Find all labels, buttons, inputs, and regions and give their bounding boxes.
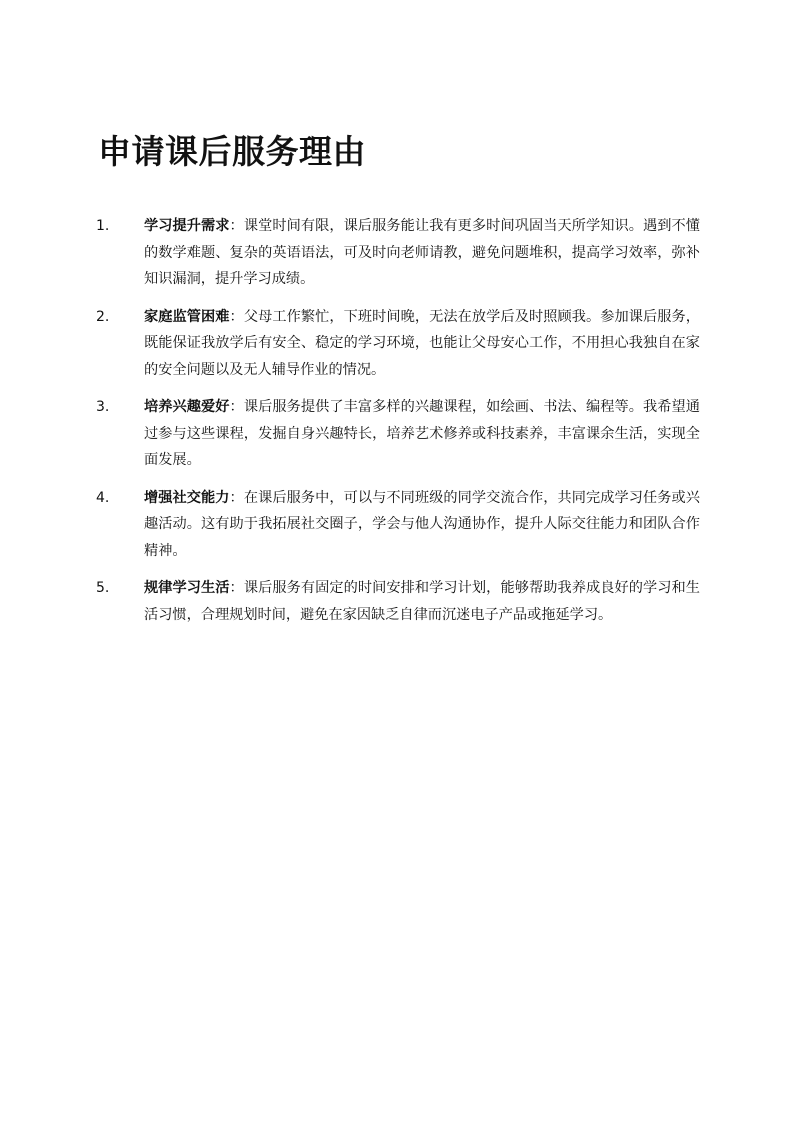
reason-separator: ： [229,489,244,506]
reason-list [96,213,700,639]
reason-description: 课后服务提供了丰富多样的兴趣课程，如绘画、书法、编程等。我希望通过参与这些课程，发掘自身兴趣特长，培养艺术修养或科技素养，丰富课余生活，实现全面发展。 [144,399,700,468]
reason-number: 2. [96,308,110,325]
reason-heading: 家庭监管困难 [144,308,230,325]
reason-heading: 学习提升需求 [144,218,230,234]
reason-description: 在课后服务中，可以与不同班级的同学交流合作，共同完成学习任务或兴趣活动。这有助于我拓展社交圈子，学会与他人沟通协作，提升人际交往能力和团队合作精神。 [144,489,700,559]
reason-heading: 培养兴趣爱好 [144,399,230,415]
reason-item-1 [96,213,700,293]
reason-text-block [144,304,700,384]
reason-number: 4. [96,489,110,506]
reason-text-block [144,575,700,628]
reason-separator: ： [229,399,244,415]
reason-description: 课堂时间有限，课后服务能让我有更多时间巩固当天所学知识。遇到不懂的数学难题、复杂的英语语法，可及时向老师请教，避免问题堆积，提高学习效率，弥补知识漏洞，提升学习成绩。 [144,218,700,287]
document-title: 申请课后服务理由 [98,132,366,171]
reason-number: 3. [96,399,110,415]
reason-text-block [144,394,700,474]
reason-item-4 [96,485,700,565]
reason-separator: ： [229,308,244,325]
reason-heading: 规律学习生活 [144,580,230,596]
reason-item-2 [96,304,700,384]
reason-separator: ： [229,580,244,596]
reason-heading: 增强社交能力 [144,489,230,506]
reason-text-block [144,213,700,293]
reason-separator: ： [229,218,244,234]
reason-description: 课后服务有固定的时间安排和学习计划，能够帮助我养成良好的学习和生活习惯，合理规划时间，避免在家因缺乏自律而沉迷电子产品或拖延学习。 [144,580,700,623]
reason-item-5 [96,575,700,628]
reason-text-block [144,485,700,565]
reason-description: 父母工作繁忙，下班时间晚，无法在放学后及时照顾我。参加课后服务，既能保证我放学后有安全、稳定的学习环境，也能让父母安心工作，不用担心我独自在家的安全问题以及无人辅导作业的情况。 [144,308,700,378]
reason-item-3 [96,394,700,474]
reason-number: 1. [96,218,110,234]
reason-number: 5. [96,580,110,596]
